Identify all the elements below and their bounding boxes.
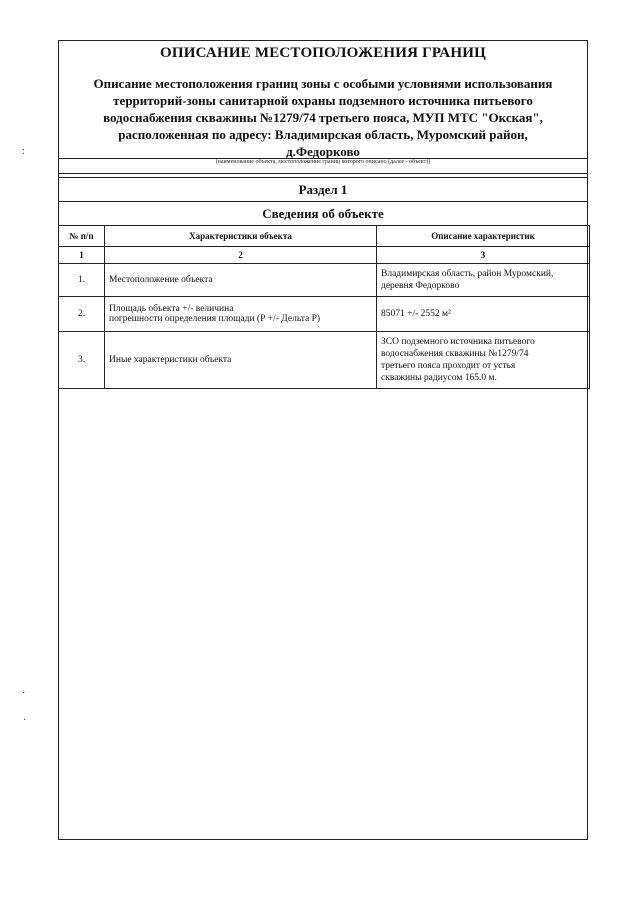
name-line: погрешности определения площади (Р +/- Дельта Р) [109,314,321,324]
document-page [58,40,588,840]
scan-dot: · [22,688,26,699]
description-line: расположенная по адресу: Владимирская область, Муромский район, [118,127,528,142]
column-header: Описание характеристик [377,226,590,247]
object-caption: (наименование объекта, местоположение границ которого описано (далее - объект)) [215,159,431,165]
value-line: скважины радиусом 165.0 м. [381,373,497,383]
column-index: 1 [59,247,105,264]
document-title: ОПИСАНИЕ МЕСТОПОЛОЖЕНИЯ ГРАНИЦ [160,45,486,61]
characteristic-name [105,297,377,332]
row-number: 2. [59,297,105,332]
description-line: Описание местоположения границ зоны с особыми условиями использования [93,76,553,91]
column-index-row [59,247,590,264]
column-index: 2 [105,247,377,264]
table-header-row [59,226,590,247]
scan-dot: : [22,146,25,157]
value-line: деревня Федорково [381,281,460,291]
characteristic-value [377,332,590,389]
object-info-table [58,225,590,389]
description-line: водоснабжения скважины №1279/74 третьего пояса, МУП МТС "Окская", [103,110,543,125]
value-line: ЗСО подземного источника питьевого [381,337,535,347]
column-header: Характеристики объекта [105,226,377,247]
scan-dot: · [23,715,27,726]
row-number: 1. [59,264,105,297]
divider [59,201,587,202]
table-row [59,264,590,297]
divider [59,177,587,178]
value-line: третьего пояса проходит от устья [381,361,516,371]
description-line: д.Федорково [286,144,360,159]
table-row [59,332,590,389]
table-row [59,297,590,332]
divider [59,173,587,174]
characteristic-name: Иные характеристики объекта [105,332,377,389]
object-description [65,75,581,160]
characteristic-value [377,264,590,297]
description-line: территорий-зоны санитарной охраны подземного источника питьевого [113,93,533,108]
value-line: водоснабжения скважины №1279/74 [381,349,529,359]
column-header: № п/п [59,226,105,247]
row-number: 3. [59,332,105,389]
section-title: Раздел 1 [298,182,348,197]
section-subtitle: Сведения об объекте [262,206,384,221]
value-line: 85071 +/- 2552 м² [381,309,451,319]
characteristic-value [377,297,590,332]
name-line: Площадь объекта +/- величина [109,304,234,314]
characteristic-name: Местоположение объекта [105,264,377,297]
column-index: 3 [377,247,590,264]
value-line: Владимирская область, район Муромский, [381,269,554,279]
